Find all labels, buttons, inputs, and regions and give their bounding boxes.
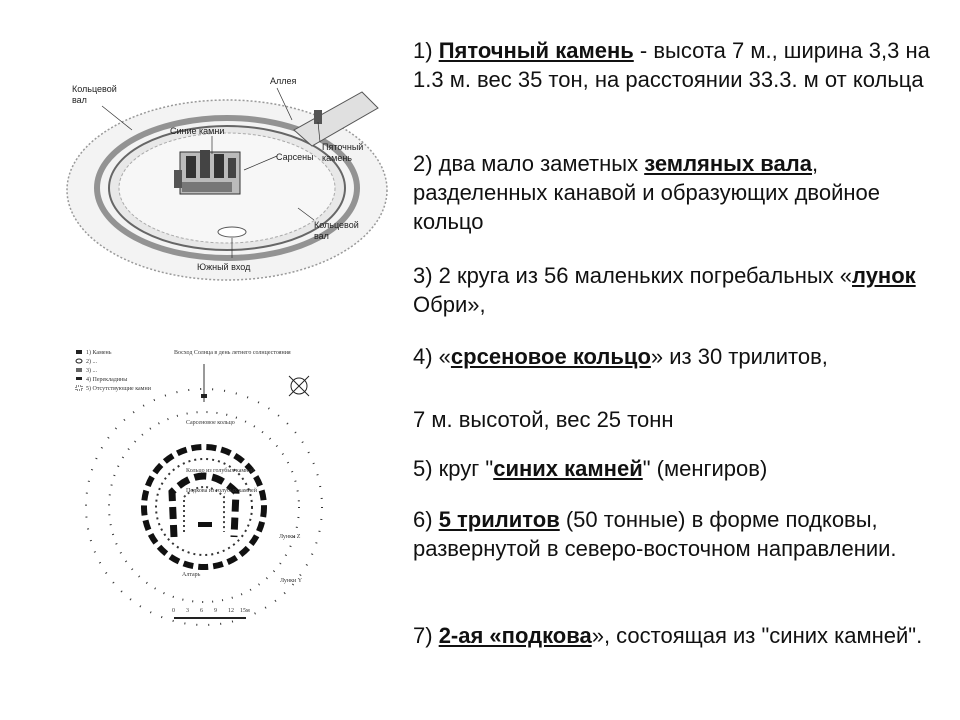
paragraph-earth-banks: 2) два мало заметных земляных вала, разделенных канавой и образующих двойное кольцо — [413, 151, 880, 234]
stonehenge-plan-diagram — [74, 342, 344, 630]
paragraph-trilithons: 6) 5 трилитов (50 тонные) в форме подковы, развернутой в северо-восточном направлении. — [413, 507, 897, 561]
label-alleya: Аллея — [270, 76, 297, 86]
svg-text:3: 3 — [186, 608, 189, 614]
paragraph-aubrey-holes: 3) 2 круга из 56 маленьких погребальных «лунок Обри», — [413, 263, 916, 317]
label-pyatochny: Пяточный — [322, 142, 364, 152]
term-trilithons: 5 трилитов — [438, 507, 560, 532]
svg-text:2) ...: 2) ... — [86, 359, 97, 365]
term-sarsen-ring: срсеновое кольцо — [450, 344, 651, 369]
label-pyatochny-b: камень — [322, 153, 352, 163]
plan-legend — [76, 349, 152, 392]
paragraph-bluestones: 5) круг "синих камней" (менгиров) — [413, 456, 768, 481]
sarsen-label: Сарсеновое кольцо — [186, 420, 235, 426]
term-holes: лунок — [852, 263, 916, 288]
paragraph-second-horseshoe: 7) 2-ая «подкова», состоящая из "синих камней". — [413, 623, 923, 648]
altar-label: Алтарь — [182, 572, 201, 578]
label-koltsevoy-val-2: Кольцевой — [314, 220, 359, 230]
central-stones — [174, 150, 240, 194]
term-heel-stone: Пяточный камень — [438, 38, 634, 63]
scale-bar — [172, 608, 250, 618]
inner-label-1: Кольцо из голубых камней — [186, 468, 255, 474]
plan-header: Восход Солнца в день летнего солнцестояния — [174, 350, 291, 356]
lunki-z-label: Лунки Z — [279, 534, 301, 540]
label-sinie-kamni: Синие камни — [170, 126, 225, 136]
paragraph-sarsen-height: 7 м. высотой, вес 25 тонн — [413, 407, 674, 432]
compass-icon — [289, 376, 309, 396]
svg-text:4) Перекладины: 4) Перекладины — [86, 377, 128, 383]
svg-text:3) ...: 3) ... — [86, 368, 97, 374]
label-sarseny: Сарсены — [276, 152, 314, 162]
label-yuzhny-vhod: Южный вход — [197, 262, 251, 272]
svg-text:0: 0 — [172, 608, 175, 614]
svg-text:5) Отсутствующие камни: 5) Отсутствующие камни — [86, 386, 151, 392]
label-koltsevoy-val-1b: вал — [72, 95, 87, 105]
svg-text:1) Камень: 1) Камень — [86, 350, 112, 356]
svg-text:15м: 15м — [240, 608, 250, 614]
lunki-y-label: Лунки Y — [280, 578, 303, 584]
stonehenge-perspective-drawing — [62, 70, 392, 290]
svg-text:6: 6 — [200, 608, 203, 614]
svg-text:9: 9 — [214, 608, 217, 614]
term-earth-banks: земляных вала — [644, 151, 812, 176]
inner-label-2: Подкова из голубых камней — [186, 488, 257, 494]
label-koltsevoy-val-1: Кольцевой — [72, 84, 117, 94]
term-bluestones: синих камней — [493, 456, 643, 481]
paragraph-heel-stone: 1) Пяточный камень - высота 7 м., ширина 3,3 на 1.3 м. вес 35 тон, на расстоянии 33.3. м от кольца — [413, 38, 930, 92]
paragraph-sarsen-ring: 4) «срсеновое кольцо» из 30 трилитов, — [413, 344, 828, 369]
label-koltsevoy-val-2b: вал — [314, 231, 329, 241]
term-second-horseshoe: 2-ая «подкова — [438, 623, 592, 648]
svg-text:12: 12 — [228, 608, 234, 614]
